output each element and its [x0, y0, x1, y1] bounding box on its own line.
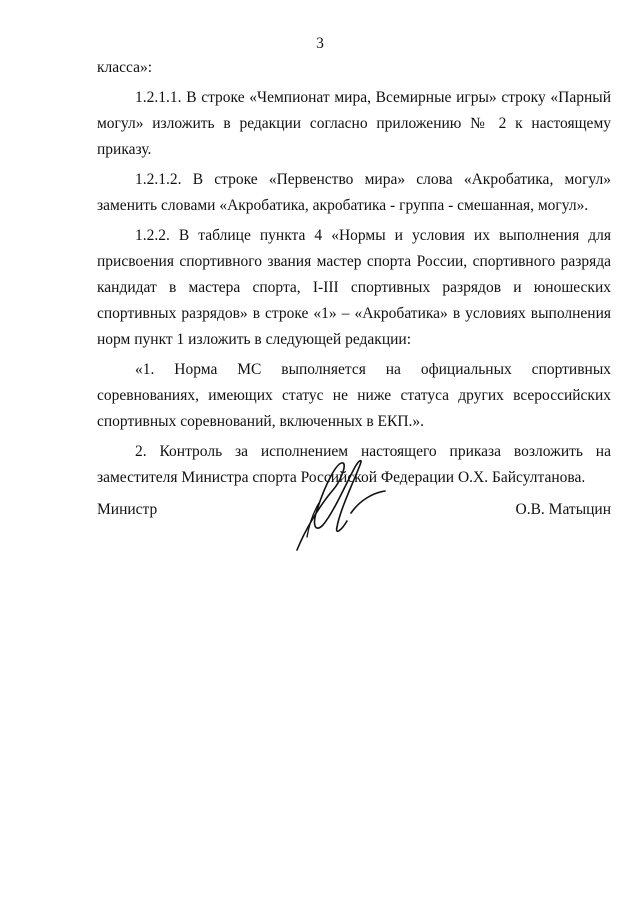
paragraph-2-control: 2. Контроль за исполнением настоящего приказа возложить на заместителя Министра спорта Российской Федерации О.Х. Байсултанова. — [97, 443, 611, 486]
signatory-title: Министр — [97, 501, 158, 518]
page-number: 3 — [316, 35, 324, 52]
paragraph-continuation: класса»: — [97, 59, 153, 76]
paragraph-1-2-1-1: 1.2.1.1. В строке «Чемпионат мира, Всемирные игры» строку «Парный могул» изложить в редакции согласно приложению № 2 к настоящему приказу. — [97, 89, 611, 158]
paragraph-1-2-1-2: 1.2.1.2. В строке «Первенство мира» слова «Акробатика, могул» заменить словами «Акробатика, акробатика - группа - смешанная, могул». — [97, 171, 611, 214]
handwritten-signature — [285, 455, 395, 555]
document-body — [97, 55, 611, 491]
paragraph-quoted-norm: «1. Норма МС выполняется на официальных спортивных соревнованиях, имеющих статус не ниже статуса других всероссийских спортивных соревнований, включенных в ЕКП.». — [97, 361, 611, 430]
paragraph-1-2-2: 1.2.2. В таблице пункта 4 «Нормы и условия их выполнения для присвоения спортивного звания мастер спорта России, спортивного разряда кандидат в мастера спорта, I-III спортивных разрядов и юношеских спортивных разрядов» в строке «1» – «Акробатика» в условиях выполнения норм пункт 1 изложить в следующей редакции: — [97, 227, 611, 348]
signatory-name: О.В. Матыцин — [515, 501, 611, 518]
